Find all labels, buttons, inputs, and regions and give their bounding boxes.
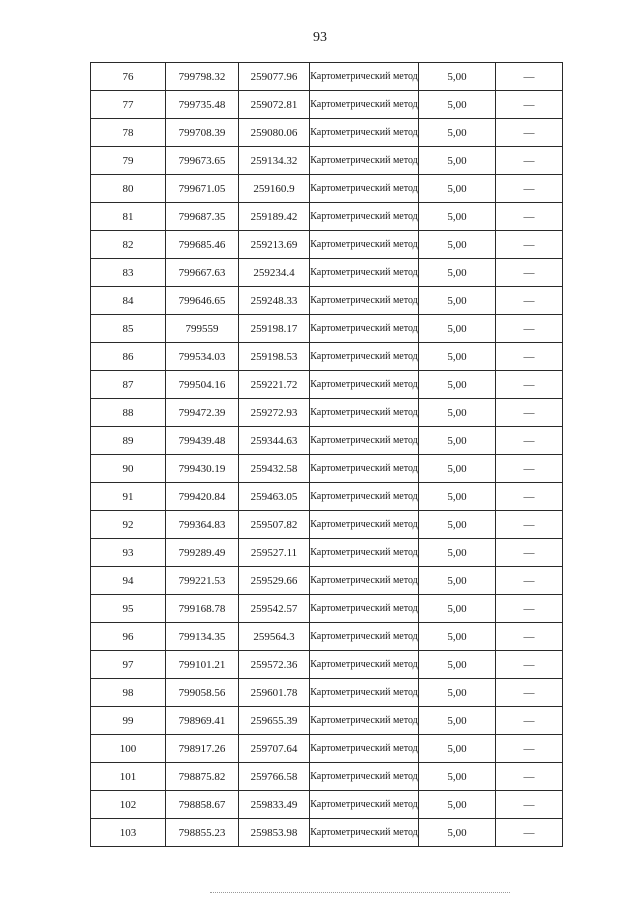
x-coordinate-cell: 799671.05 — [166, 175, 239, 203]
note-cell: — — [496, 371, 563, 399]
method-cell: Картометрический метод — [310, 455, 419, 483]
method-cell: Картометрический метод — [310, 399, 419, 427]
method-cell: Картометрический метод — [310, 651, 419, 679]
y-coordinate-cell: 259198.53 — [239, 343, 310, 371]
note-cell: — — [496, 819, 563, 847]
point-number-cell: 102 — [91, 791, 166, 819]
accuracy-cell: 5,00 — [419, 791, 496, 819]
y-coordinate-cell: 259221.72 — [239, 371, 310, 399]
y-coordinate-cell: 259707.64 — [239, 735, 310, 763]
accuracy-cell: 5,00 — [419, 399, 496, 427]
point-number-cell: 85 — [91, 315, 166, 343]
y-coordinate-cell: 259833.49 — [239, 791, 310, 819]
point-number-cell: 96 — [91, 623, 166, 651]
method-cell: Картометрический метод — [310, 427, 419, 455]
point-number-cell: 89 — [91, 427, 166, 455]
point-number-cell: 82 — [91, 231, 166, 259]
coordinates-table-body — [91, 63, 563, 847]
table-row — [91, 315, 563, 343]
accuracy-cell: 5,00 — [419, 455, 496, 483]
point-number-cell: 95 — [91, 595, 166, 623]
x-coordinate-cell: 799221.53 — [166, 567, 239, 595]
table-row — [91, 63, 563, 91]
note-cell: — — [496, 119, 563, 147]
x-coordinate-cell: 798858.67 — [166, 791, 239, 819]
y-coordinate-cell: 259655.39 — [239, 707, 310, 735]
table-row — [91, 427, 563, 455]
note-cell: — — [496, 623, 563, 651]
x-coordinate-cell: 799685.46 — [166, 231, 239, 259]
method-cell: Картометрический метод — [310, 371, 419, 399]
accuracy-cell: 5,00 — [419, 735, 496, 763]
y-coordinate-cell: 259344.63 — [239, 427, 310, 455]
note-cell: — — [496, 511, 563, 539]
accuracy-cell: 5,00 — [419, 119, 496, 147]
point-number-cell: 77 — [91, 91, 166, 119]
accuracy-cell: 5,00 — [419, 763, 496, 791]
table-row — [91, 707, 563, 735]
method-cell: Картометрический метод — [310, 511, 419, 539]
method-cell: Картометрический метод — [310, 567, 419, 595]
x-coordinate-cell: 798969.41 — [166, 707, 239, 735]
table-row — [91, 763, 563, 791]
y-coordinate-cell: 259601.78 — [239, 679, 310, 707]
note-cell: — — [496, 203, 563, 231]
x-coordinate-cell: 799673.65 — [166, 147, 239, 175]
table-row — [91, 343, 563, 371]
point-number-cell: 84 — [91, 287, 166, 315]
table-row — [91, 483, 563, 511]
accuracy-cell: 5,00 — [419, 287, 496, 315]
bottom-rule — [210, 892, 510, 893]
table-row — [91, 651, 563, 679]
point-number-cell: 76 — [91, 63, 166, 91]
y-coordinate-cell: 259432.58 — [239, 455, 310, 483]
accuracy-cell: 5,00 — [419, 483, 496, 511]
table-row — [91, 455, 563, 483]
y-coordinate-cell: 259198.17 — [239, 315, 310, 343]
note-cell: — — [496, 259, 563, 287]
accuracy-cell: 5,00 — [419, 679, 496, 707]
x-coordinate-cell: 799430.19 — [166, 455, 239, 483]
point-number-cell: 86 — [91, 343, 166, 371]
method-cell: Картометрический метод — [310, 623, 419, 651]
x-coordinate-cell: 799058.56 — [166, 679, 239, 707]
accuracy-cell: 5,00 — [419, 567, 496, 595]
y-coordinate-cell: 259189.42 — [239, 203, 310, 231]
note-cell: — — [496, 287, 563, 315]
point-number-cell: 93 — [91, 539, 166, 567]
note-cell: — — [496, 455, 563, 483]
table-row — [91, 147, 563, 175]
note-cell: — — [496, 483, 563, 511]
point-number-cell: 83 — [91, 259, 166, 287]
method-cell: Картометрический метод — [310, 539, 419, 567]
accuracy-cell: 5,00 — [419, 819, 496, 847]
table-row — [91, 819, 563, 847]
point-number-cell: 100 — [91, 735, 166, 763]
point-number-cell: 98 — [91, 679, 166, 707]
accuracy-cell: 5,00 — [419, 175, 496, 203]
note-cell: — — [496, 91, 563, 119]
method-cell: Картометрический метод — [310, 259, 419, 287]
x-coordinate-cell: 799420.84 — [166, 483, 239, 511]
y-coordinate-cell: 259077.96 — [239, 63, 310, 91]
method-cell: Картометрический метод — [310, 679, 419, 707]
table-row — [91, 203, 563, 231]
point-number-cell: 91 — [91, 483, 166, 511]
point-number-cell: 99 — [91, 707, 166, 735]
note-cell: — — [496, 63, 563, 91]
table-row — [91, 371, 563, 399]
x-coordinate-cell: 798855.23 — [166, 819, 239, 847]
note-cell: — — [496, 651, 563, 679]
method-cell: Картометрический метод — [310, 483, 419, 511]
x-coordinate-cell: 799667.63 — [166, 259, 239, 287]
y-coordinate-cell: 259527.11 — [239, 539, 310, 567]
point-number-cell: 81 — [91, 203, 166, 231]
x-coordinate-cell: 799687.35 — [166, 203, 239, 231]
table-row — [91, 399, 563, 427]
x-coordinate-cell: 799289.49 — [166, 539, 239, 567]
table-row — [91, 567, 563, 595]
x-coordinate-cell: 799439.48 — [166, 427, 239, 455]
note-cell: — — [496, 427, 563, 455]
coordinates-table — [90, 62, 563, 847]
note-cell: — — [496, 147, 563, 175]
note-cell: — — [496, 567, 563, 595]
table-row — [91, 287, 563, 315]
y-coordinate-cell: 259542.57 — [239, 595, 310, 623]
x-coordinate-cell: 799559 — [166, 315, 239, 343]
table-row — [91, 791, 563, 819]
method-cell: Картометрический метод — [310, 707, 419, 735]
method-cell: Картометрический метод — [310, 231, 419, 259]
point-number-cell: 103 — [91, 819, 166, 847]
method-cell: Картометрический метод — [310, 287, 419, 315]
method-cell: Картометрический метод — [310, 91, 419, 119]
page-number: 93 — [313, 30, 327, 45]
note-cell: — — [496, 763, 563, 791]
note-cell: — — [496, 231, 563, 259]
y-coordinate-cell: 259529.66 — [239, 567, 310, 595]
point-number-cell: 101 — [91, 763, 166, 791]
note-cell: — — [496, 735, 563, 763]
accuracy-cell: 5,00 — [419, 427, 496, 455]
point-number-cell: 87 — [91, 371, 166, 399]
x-coordinate-cell: 799134.35 — [166, 623, 239, 651]
point-number-cell: 79 — [91, 147, 166, 175]
y-coordinate-cell: 259766.58 — [239, 763, 310, 791]
x-coordinate-cell: 799364.83 — [166, 511, 239, 539]
method-cell: Картометрический метод — [310, 763, 419, 791]
accuracy-cell: 5,00 — [419, 623, 496, 651]
point-number-cell: 80 — [91, 175, 166, 203]
table-row — [91, 231, 563, 259]
note-cell: — — [496, 595, 563, 623]
method-cell: Картометрический метод — [310, 791, 419, 819]
note-cell: — — [496, 791, 563, 819]
note-cell: — — [496, 343, 563, 371]
y-coordinate-cell: 259272.93 — [239, 399, 310, 427]
table-row — [91, 511, 563, 539]
point-number-cell: 78 — [91, 119, 166, 147]
y-coordinate-cell: 259507.82 — [239, 511, 310, 539]
x-coordinate-cell: 799168.78 — [166, 595, 239, 623]
accuracy-cell: 5,00 — [419, 91, 496, 119]
method-cell: Картометрический метод — [310, 147, 419, 175]
accuracy-cell: 5,00 — [419, 147, 496, 175]
note-cell: — — [496, 399, 563, 427]
note-cell: — — [496, 679, 563, 707]
method-cell: Картометрический метод — [310, 735, 419, 763]
point-number-cell: 97 — [91, 651, 166, 679]
table-row — [91, 623, 563, 651]
y-coordinate-cell: 259572.36 — [239, 651, 310, 679]
x-coordinate-cell: 798917.26 — [166, 735, 239, 763]
y-coordinate-cell: 259160.9 — [239, 175, 310, 203]
note-cell: — — [496, 707, 563, 735]
accuracy-cell: 5,00 — [419, 511, 496, 539]
accuracy-cell: 5,00 — [419, 651, 496, 679]
method-cell: Картометрический метод — [310, 63, 419, 91]
y-coordinate-cell: 259134.32 — [239, 147, 310, 175]
method-cell: Картометрический метод — [310, 595, 419, 623]
accuracy-cell: 5,00 — [419, 203, 496, 231]
method-cell: Картометрический метод — [310, 175, 419, 203]
method-cell: Картометрический метод — [310, 343, 419, 371]
point-number-cell: 94 — [91, 567, 166, 595]
note-cell: — — [496, 315, 563, 343]
accuracy-cell: 5,00 — [419, 259, 496, 287]
note-cell: — — [496, 175, 563, 203]
accuracy-cell: 5,00 — [419, 539, 496, 567]
x-coordinate-cell: 799534.03 — [166, 343, 239, 371]
method-cell: Картометрический метод — [310, 203, 419, 231]
x-coordinate-cell: 799101.21 — [166, 651, 239, 679]
y-coordinate-cell: 259234.4 — [239, 259, 310, 287]
accuracy-cell: 5,00 — [419, 343, 496, 371]
x-coordinate-cell: 799798.32 — [166, 63, 239, 91]
method-cell: Картометрический метод — [310, 119, 419, 147]
table-row — [91, 259, 563, 287]
accuracy-cell: 5,00 — [419, 595, 496, 623]
method-cell: Картометрический метод — [310, 819, 419, 847]
x-coordinate-cell: 799504.16 — [166, 371, 239, 399]
method-cell: Картометрический метод — [310, 315, 419, 343]
table-row — [91, 539, 563, 567]
y-coordinate-cell: 259564.3 — [239, 623, 310, 651]
y-coordinate-cell: 259213.69 — [239, 231, 310, 259]
y-coordinate-cell: 259248.33 — [239, 287, 310, 315]
table-row — [91, 735, 563, 763]
x-coordinate-cell: 798875.82 — [166, 763, 239, 791]
table-row — [91, 91, 563, 119]
accuracy-cell: 5,00 — [419, 315, 496, 343]
y-coordinate-cell: 259072.81 — [239, 91, 310, 119]
accuracy-cell: 5,00 — [419, 231, 496, 259]
table-row — [91, 595, 563, 623]
accuracy-cell: 5,00 — [419, 707, 496, 735]
accuracy-cell: 5,00 — [419, 63, 496, 91]
x-coordinate-cell: 799708.39 — [166, 119, 239, 147]
note-cell: — — [496, 539, 563, 567]
table-row — [91, 175, 563, 203]
x-coordinate-cell: 799735.48 — [166, 91, 239, 119]
point-number-cell: 92 — [91, 511, 166, 539]
x-coordinate-cell: 799472.39 — [166, 399, 239, 427]
accuracy-cell: 5,00 — [419, 371, 496, 399]
table-row — [91, 119, 563, 147]
point-number-cell: 90 — [91, 455, 166, 483]
y-coordinate-cell: 259463.05 — [239, 483, 310, 511]
y-coordinate-cell: 259853.98 — [239, 819, 310, 847]
y-coordinate-cell: 259080.06 — [239, 119, 310, 147]
x-coordinate-cell: 799646.65 — [166, 287, 239, 315]
point-number-cell: 88 — [91, 399, 166, 427]
table-row — [91, 679, 563, 707]
